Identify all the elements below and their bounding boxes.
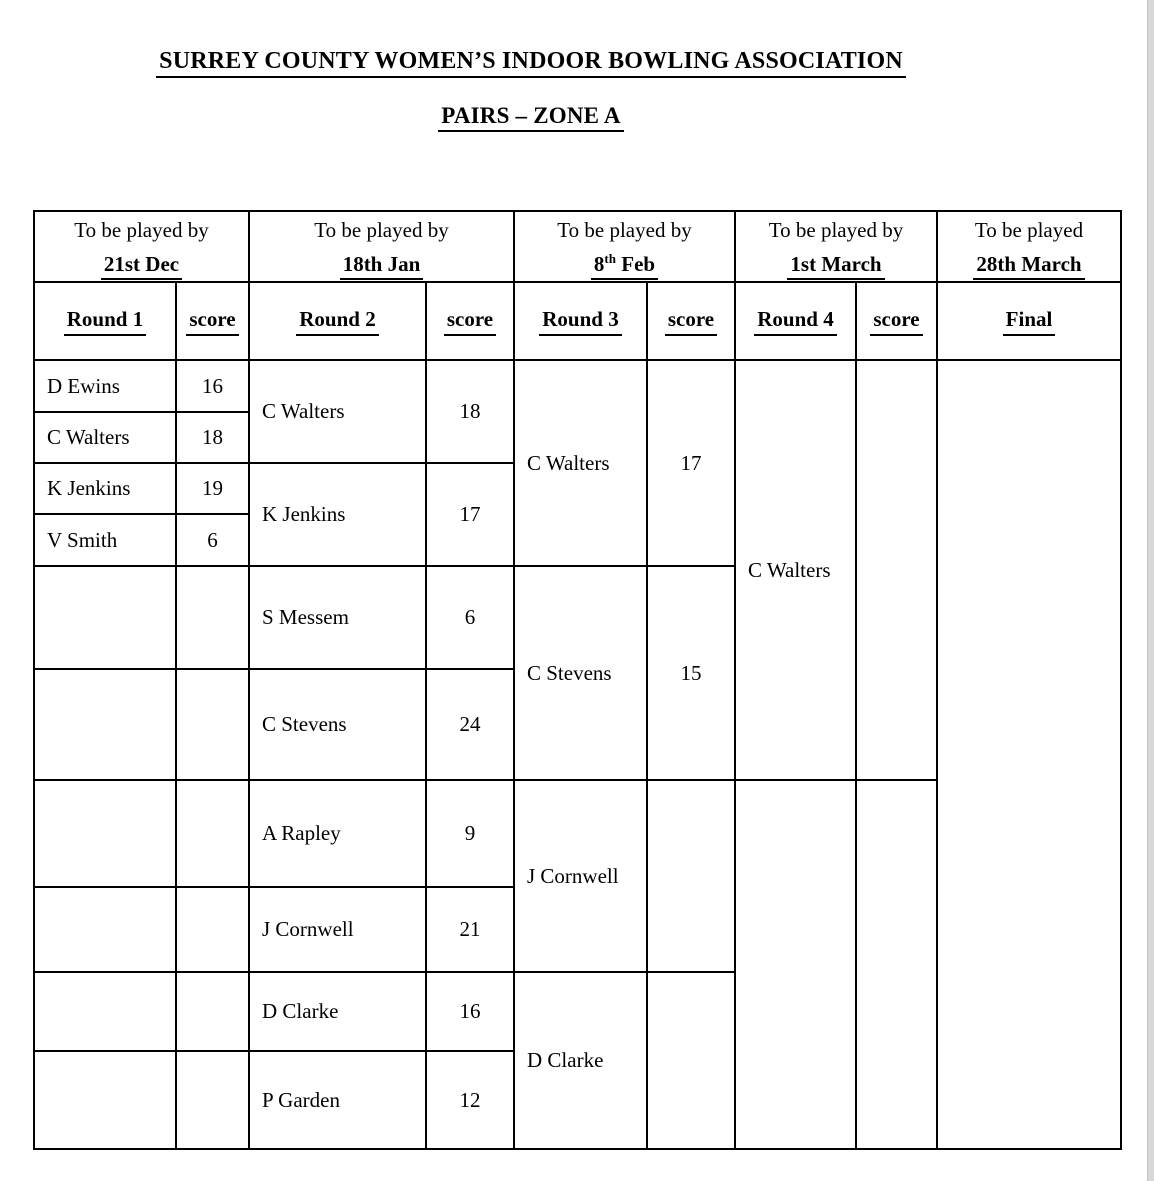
round2-score: 17	[427, 464, 515, 567]
empty-cell	[33, 1052, 177, 1150]
final-column	[938, 361, 1122, 1150]
col-header-label: Final	[1003, 307, 1056, 336]
col-header-score1	[177, 283, 250, 361]
schedule-prefix: To be played by	[557, 217, 692, 242]
date-text-rest: Feb	[616, 251, 656, 276]
col-header-round4	[736, 283, 857, 361]
round1-score-column	[177, 361, 250, 1150]
col-header-label: score	[186, 307, 238, 336]
final-winner-cell	[938, 361, 1122, 1150]
empty-cell	[33, 781, 177, 888]
bracket-table	[33, 210, 1122, 1150]
round1-player: V Smith	[33, 515, 177, 567]
round2-score: 24	[427, 670, 515, 781]
date-underline	[973, 252, 1084, 280]
col-header-round1	[33, 283, 177, 361]
empty-cell	[33, 888, 177, 973]
round3-score: 15	[648, 567, 736, 781]
round2-score: 16	[427, 973, 515, 1052]
col-header-label: score	[444, 307, 496, 336]
col-header-label: Round 4	[754, 307, 836, 336]
col-header-final	[938, 283, 1122, 361]
schedule-prefix: To be played by	[768, 217, 904, 242]
page-title-row	[0, 48, 1062, 75]
round1-score: 6	[177, 515, 250, 567]
round2-score: 18	[427, 361, 515, 464]
col-header-label: Round 1	[64, 307, 146, 336]
round3-score-column	[648, 361, 736, 1150]
date-underline	[101, 252, 182, 280]
date-superscript: th	[604, 250, 616, 266]
schedule-header-row	[33, 210, 1122, 283]
round1-player: K Jenkins	[33, 464, 177, 515]
schedule-header-round2	[250, 210, 515, 283]
round4-score	[857, 781, 938, 1150]
round3-player: J Cornwell	[515, 781, 648, 973]
round2-player: P Garden	[250, 1052, 427, 1150]
date-underline	[340, 252, 424, 280]
empty-cell	[177, 973, 250, 1052]
document-headings	[0, 0, 1062, 129]
bracket-body	[33, 361, 1122, 1150]
round1-player: D Ewins	[33, 361, 177, 413]
round4-score-column	[857, 361, 938, 1150]
round1-score: 18	[177, 413, 250, 464]
round1-score: 19	[177, 464, 250, 515]
schedule-prefix: To be played by	[314, 217, 449, 242]
schedule-prefix: To be played by	[74, 217, 209, 242]
round3-score: 17	[648, 361, 736, 567]
round1-player: C Walters	[33, 413, 177, 464]
round4-player: C Walters	[736, 361, 857, 781]
empty-cell	[177, 1052, 250, 1150]
round2-player: K Jenkins	[250, 464, 427, 567]
round2-score: 9	[427, 781, 515, 888]
round3-player: D Clarke	[515, 973, 648, 1150]
schedule-date	[973, 246, 1084, 277]
round4-name-column	[736, 361, 857, 1150]
date-text: 8	[593, 251, 605, 276]
round2-player: D Clarke	[250, 973, 427, 1052]
date-text: 21st Dec	[103, 251, 180, 276]
schedule-date	[101, 246, 182, 277]
col-header-round2	[250, 283, 427, 361]
schedule-header-round1	[33, 210, 250, 283]
col-header-score3	[648, 283, 736, 361]
page-subtitle-row	[0, 103, 1062, 129]
round4-player	[736, 781, 857, 1150]
round2-player: S Messem	[250, 567, 427, 670]
date-underline	[787, 252, 884, 280]
date-text: 28th March	[976, 251, 1082, 276]
col-header-label: Round 3	[539, 307, 621, 336]
round2-player: C Stevens	[250, 670, 427, 781]
empty-cell	[177, 888, 250, 973]
col-header-score4	[857, 283, 938, 361]
schedule-header-round4	[736, 210, 938, 283]
col-header-label: Round 2	[296, 307, 378, 336]
round3-name-column	[515, 361, 648, 1150]
col-header-score2	[427, 283, 515, 361]
round2-player: J Cornwell	[250, 888, 427, 973]
empty-cell	[33, 670, 177, 781]
col-header-label: score	[870, 307, 922, 336]
schedule-header-final	[938, 210, 1122, 283]
round4-score	[857, 361, 938, 781]
round2-score: 21	[427, 888, 515, 973]
round3-player: C Walters	[515, 361, 648, 567]
round3-score	[648, 781, 736, 973]
empty-cell	[177, 781, 250, 888]
schedule-date	[591, 246, 658, 277]
empty-cell	[177, 670, 250, 781]
round3-score	[648, 973, 736, 1150]
page-subtitle: PAIRS – ZONE A	[438, 103, 623, 132]
col-header-label: score	[665, 307, 717, 336]
date-text: 1st March	[790, 251, 882, 276]
round2-player: C Walters	[250, 361, 427, 464]
round1-score: 16	[177, 361, 250, 413]
date-underline	[591, 252, 658, 280]
round3-player: C Stevens	[515, 567, 648, 781]
schedule-date	[340, 246, 424, 277]
page-title: SURREY COUNTY WOMEN’S INDOOR BOWLING ASSOCIATION	[156, 48, 906, 78]
round2-player: A Rapley	[250, 781, 427, 888]
column-header-row	[33, 283, 1122, 361]
round1-name-column	[33, 361, 177, 1150]
schedule-prefix: To be played	[974, 217, 1084, 242]
round2-score: 6	[427, 567, 515, 670]
date-text: 18th Jan	[342, 251, 421, 276]
round2-score: 12	[427, 1052, 515, 1150]
schedule-date	[787, 246, 884, 277]
empty-cell	[33, 567, 177, 670]
empty-cell	[33, 973, 177, 1052]
schedule-header-round3	[515, 210, 736, 283]
empty-cell	[177, 567, 250, 670]
scanner-edge-strip	[1147, 0, 1154, 1181]
round2-name-column	[250, 361, 427, 1150]
col-header-round3	[515, 283, 648, 361]
round2-score-column	[427, 361, 515, 1150]
